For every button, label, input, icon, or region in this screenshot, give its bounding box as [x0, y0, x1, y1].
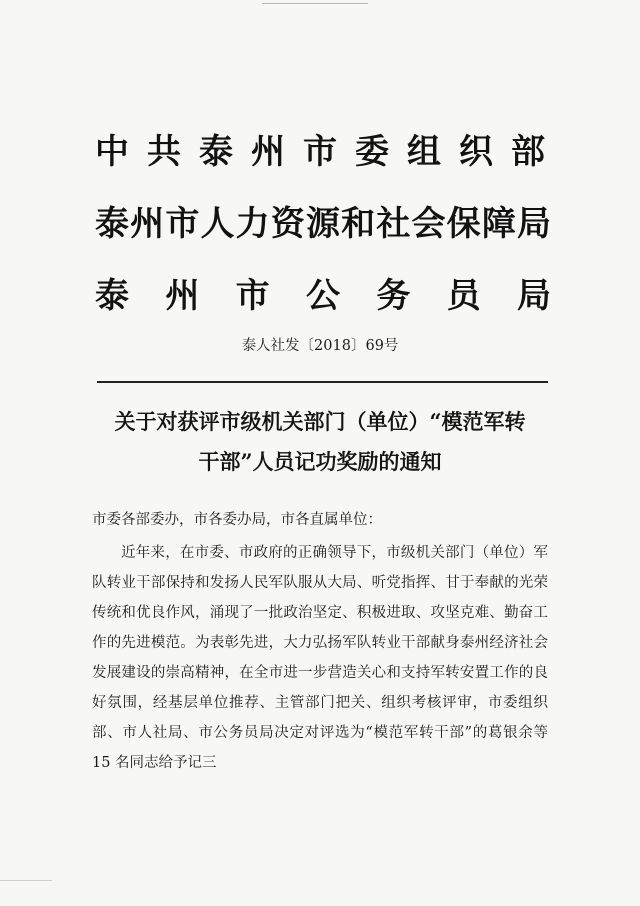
header-divider-line: [97, 381, 548, 383]
body-paragraph: 近年来，在市委、市政府的正确领导下，市级机关部门（单位）军队转业干部保持和发扬人民军队服从大局、听党指挥、甘于奉献的光荣传统和优良作风，涌现了一批政治坚定、积极进取、攻坚克难、勤奋工作的先进模范。为表彰先进，大力弘扬军队转业干部献身泰州经济社会发展建设的崇高精神，在全市进一步营造关心和支持军转安置工作的良好氛围，经基层单位推荐、主管部门把关、组织考核评审，市委组织部、市人社局、市公务员局决定对评选为“模范军转干部”的葛银余等 15 名同志给予记三: [92, 545, 548, 771]
document-title-line-2: 干部”人员记功奖励的通知: [198, 449, 442, 474]
top-edge-mark: [262, 3, 368, 4]
bottom-edge-mark: [0, 880, 52, 881]
issuer-party-organization-dept: 中共泰州市委组织部: [95, 132, 551, 172]
issuer-civil-service-bureau: 泰 州 市 公 务 员 局: [95, 276, 551, 316]
document-title-line-1: 关于对获评市级机关部门（单位）“模范军转: [114, 409, 526, 434]
salutation: 市委各部委办，市各委办局，市各直属单位：: [92, 512, 382, 528]
document-number: 泰人社发〔2018〕69号: [241, 338, 399, 354]
issuer-hr-social-security-bureau: 泰州市人力资源和社会保障局: [95, 204, 551, 244]
